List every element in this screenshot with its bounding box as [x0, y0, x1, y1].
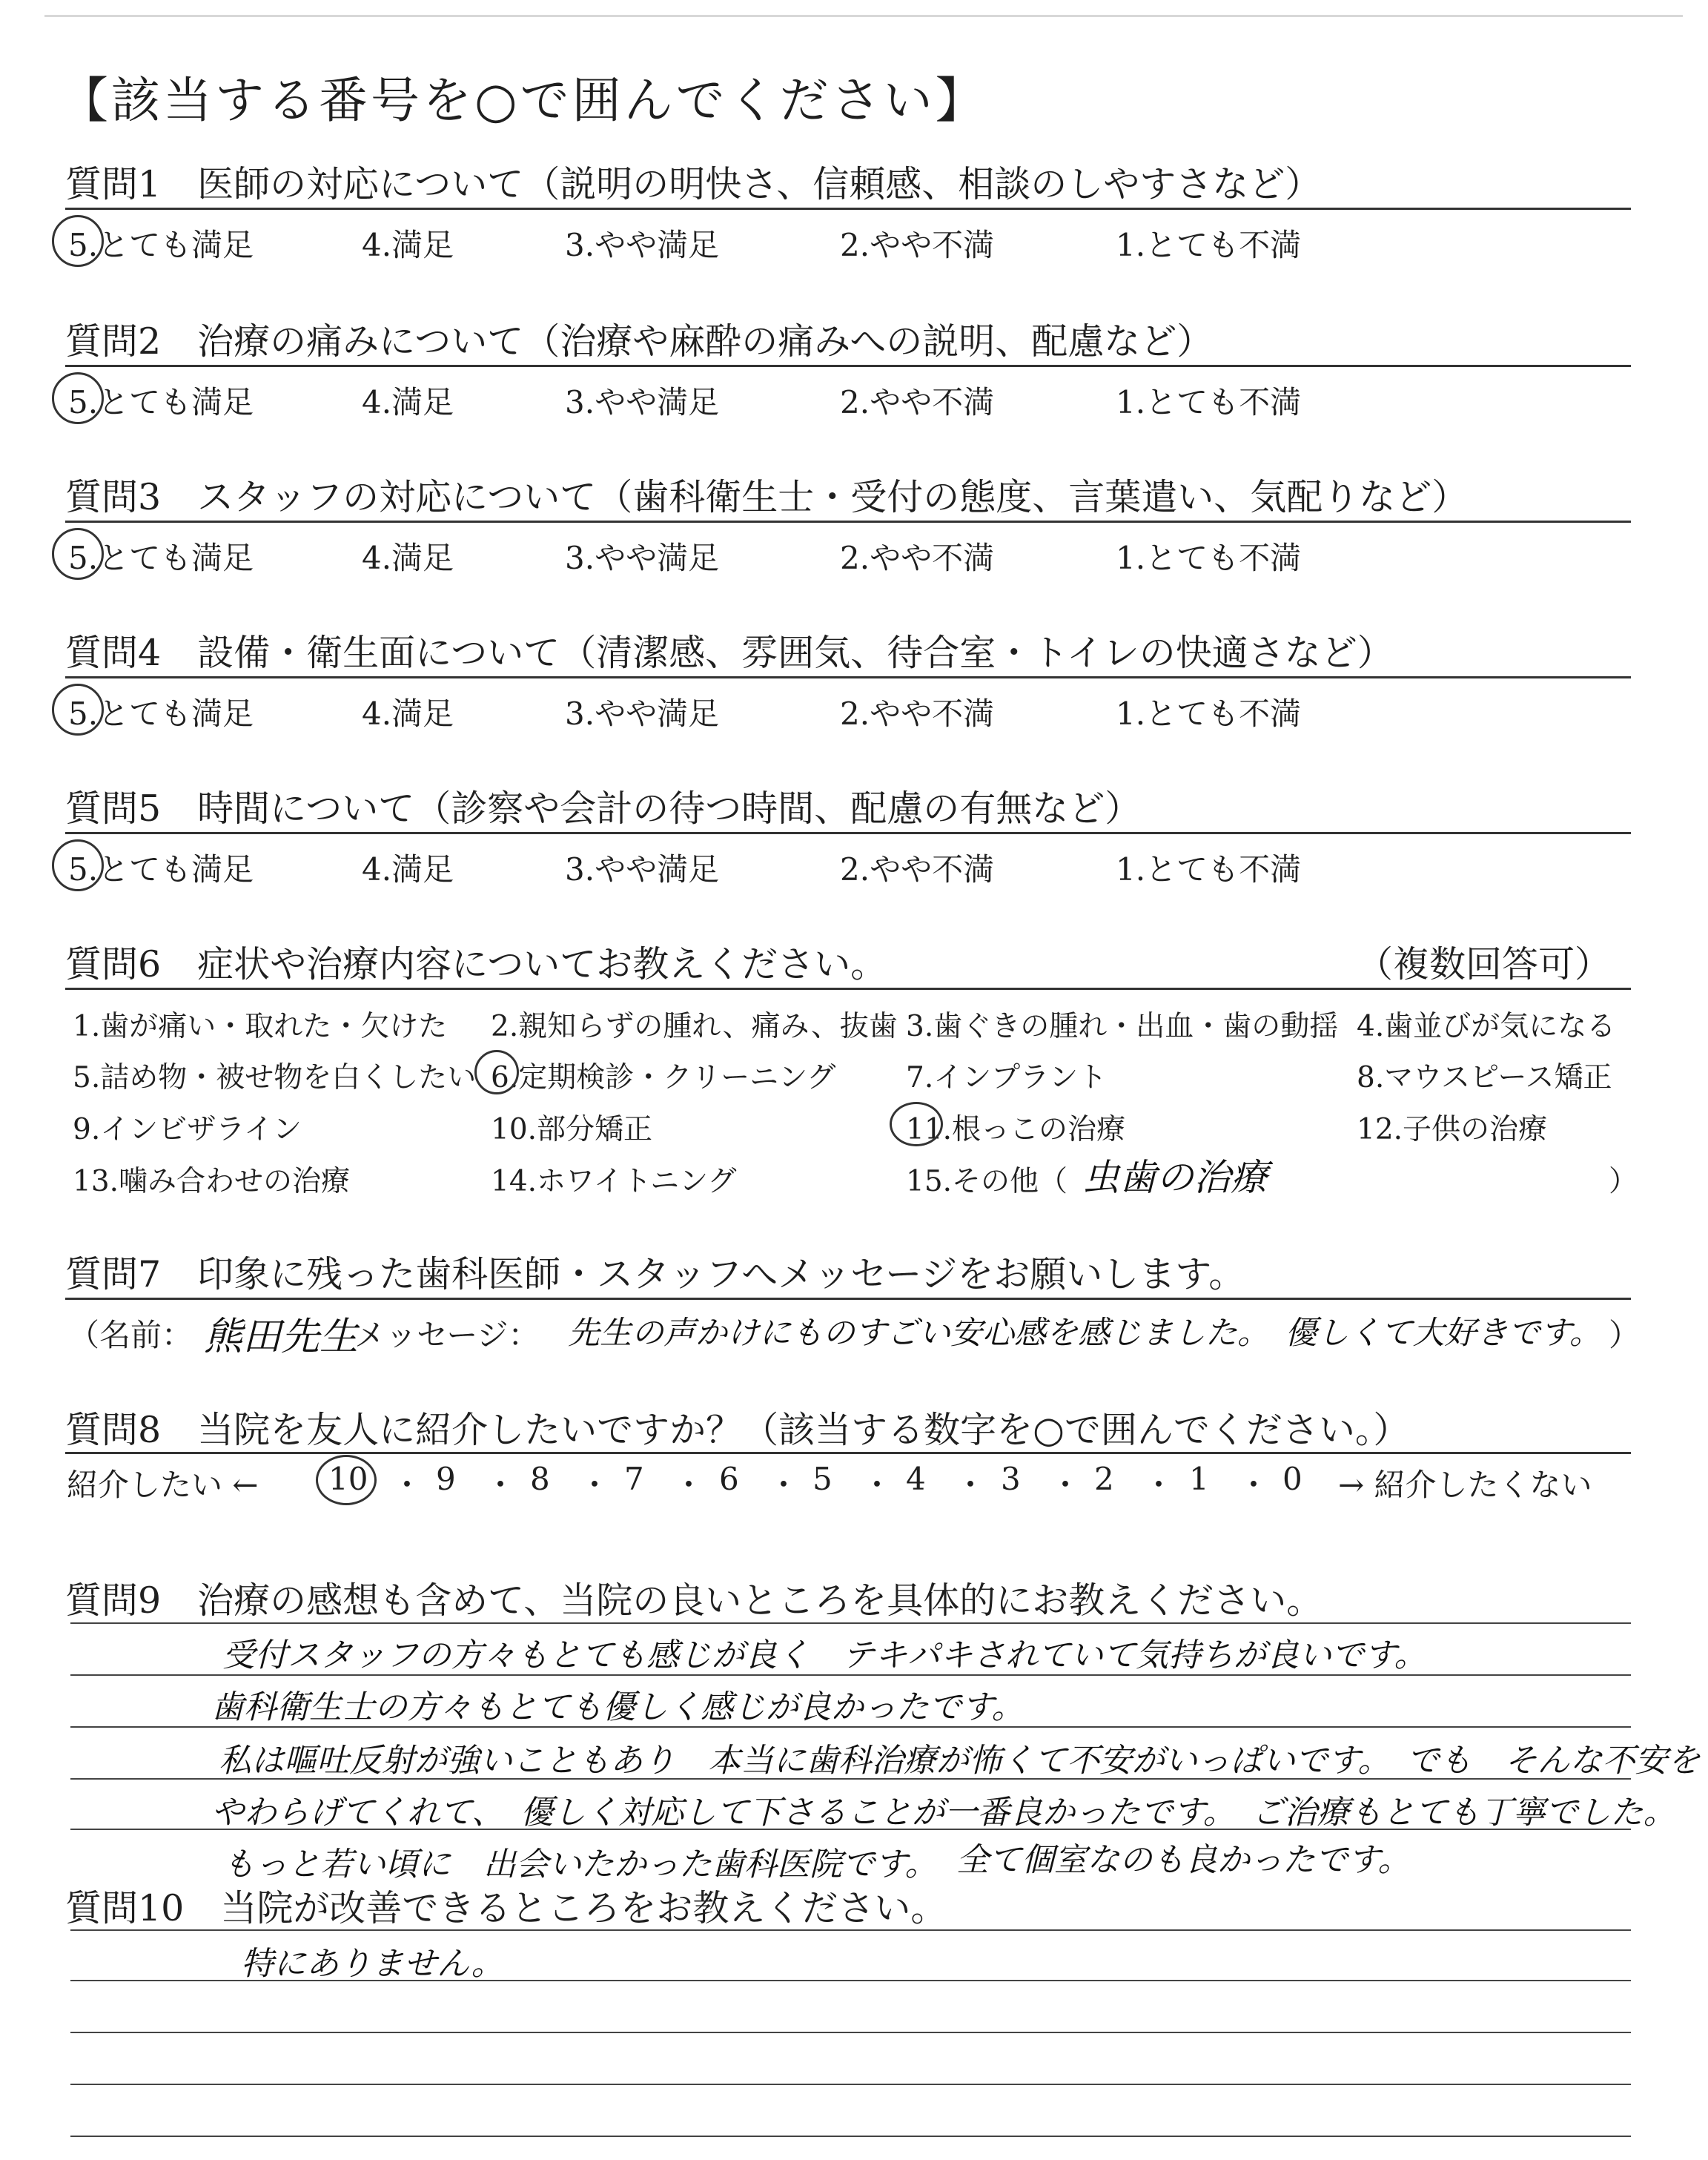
q5-option-1[interactable]: 1.とても不満 — [1116, 851, 1302, 888]
q6-option-10[interactable]: 10.部分矯正 — [491, 1113, 653, 1146]
q4-option-4[interactable]: 4.満足 — [362, 696, 454, 732]
question-9-title: 質問9 治療の感想も含めて、当院の良いところを具体的にお教えください。 — [65, 1579, 1323, 1622]
q8-scale-7[interactable]: 7 — [624, 1461, 644, 1497]
q8-sep: ・ — [1050, 1467, 1082, 1503]
q8-scale-0[interactable]: 0 — [1282, 1461, 1302, 1497]
q10-writing-line — [70, 2032, 1631, 2033]
q4-option-3[interactable]: 3.やや満足 — [565, 696, 720, 732]
q2-option-5[interactable]: 5.とても満足 — [68, 384, 254, 420]
question-2-title: 質問2 治療の痛みについて（治療や麻酔の痛みへの説明、配慮など） — [65, 320, 1214, 363]
question-10-title: 質問10 当院が改善できるところをお教えください。 — [65, 1887, 947, 1929]
q7-name-value[interactable]: 熊田先生 — [204, 1315, 359, 1359]
q8-right-label: → 紹介したくない — [1338, 1467, 1592, 1503]
q8-sep: ・ — [768, 1467, 800, 1503]
question-8-title: 質問8 当院を友人に紹介したいですか？（該当する数字を○で囲んでください。） — [65, 1409, 1410, 1451]
q9-answer-line-2[interactable]: 歯科衛生士の方々もとても優しく感じが良かったです。 — [211, 1688, 1025, 1726]
q9-answer-line-6[interactable]: 全て個室なのも良かったです。 — [956, 1841, 1411, 1879]
q6-selection-circle-11 — [890, 1102, 943, 1146]
q9-answer-line-4[interactable]: やわらげてくれて、 優しく対応して下さることが一番良かったです。 ご治療もとても丁寧でした。 — [211, 1794, 1676, 1832]
question-7-title: 質問7 印象に残った歯科医師・スタッフへメッセージをお願いします。 — [65, 1253, 1245, 1295]
q5-option-3[interactable]: 3.やや満足 — [565, 851, 720, 888]
q2-selection-circle — [52, 372, 104, 424]
question-6-title: 質問6 症状や治療内容についてお教えください。 — [65, 943, 887, 985]
q6-option-7[interactable]: 7.インプラント — [906, 1061, 1108, 1094]
q8-sep: ・ — [391, 1467, 423, 1503]
q5-option-2[interactable]: 2.やや不満 — [840, 851, 995, 888]
q6-selection-circle-6 — [474, 1050, 519, 1094]
q1-option-4[interactable]: 4.満足 — [362, 227, 454, 263]
q8-sep: ・ — [579, 1467, 611, 1503]
q6-option-15[interactable]: 15.その他（ — [906, 1165, 1068, 1198]
question-2-rule — [65, 365, 1631, 367]
q8-sep: ・ — [1238, 1467, 1270, 1503]
q6-option-4[interactable]: 4.歯並びが気になる — [1357, 1010, 1616, 1043]
q8-sep: ・ — [673, 1467, 705, 1503]
q2-option-4[interactable]: 4.満足 — [362, 384, 454, 420]
q8-sep: ・ — [955, 1467, 987, 1503]
q6-option-2[interactable]: 2.親知らずの腫れ、痛み、抜歯 — [491, 1010, 898, 1043]
q8-scale-2[interactable]: 2 — [1094, 1461, 1114, 1497]
q10-answer[interactable]: 特にありません。 — [241, 1945, 504, 1983]
q8-left-label: 紹介したい ← — [67, 1467, 259, 1503]
question-3-title: 質問3 スタッフの対応について（歯科衛生士・受付の態度、言葉遣い、気配りなど） — [65, 476, 1469, 518]
q8-sep: ・ — [1143, 1467, 1175, 1503]
q4-option-1[interactable]: 1.とても不満 — [1116, 696, 1302, 732]
q8-scale-8[interactable]: 8 — [530, 1461, 550, 1497]
q1-selection-circle — [52, 215, 104, 267]
q5-option-5[interactable]: 5.とても満足 — [68, 851, 254, 888]
q8-sep: ・ — [861, 1467, 893, 1503]
top-border — [44, 15, 1683, 17]
question-1-title: 質問1 医師の対応について（説明の明快さ、信頼感、相談のしやすさなど） — [65, 163, 1322, 205]
q1-option-5[interactable]: 5.とても満足 — [68, 227, 254, 263]
question-6-note: （複数回答可） — [1357, 943, 1612, 985]
q6-option-14[interactable]: 14.ホワイトニング — [491, 1165, 737, 1198]
q3-option-1[interactable]: 1.とても不満 — [1116, 540, 1302, 576]
q9-answer-line-3[interactable]: 私は嘔吐反射が強いこともあり 本当に歯科治療が怖くて不安がいっぱいです。 でも そんな不安を — [219, 1742, 1701, 1780]
q6-option-13[interactable]: 13.噛み合わせの治療 — [73, 1165, 351, 1198]
q2-option-3[interactable]: 3.やや満足 — [565, 384, 720, 420]
q10-writing-line — [70, 2136, 1631, 2137]
question-5-rule — [65, 832, 1631, 834]
q5-selection-circle — [52, 839, 104, 891]
q3-option-2[interactable]: 2.やや不満 — [840, 540, 995, 576]
question-4-title: 質問4 設備・衛生面について（清潔感、雰囲気、待合室・トイレの快適さなど） — [65, 632, 1394, 674]
q9-answer-line-1[interactable]: 受付スタッフの方々もとても感じが良く テキパキされていて気持ちが良いです。 — [222, 1636, 1427, 1674]
q6-option-5[interactable]: 5.詰め物・被せ物を白くしたい — [73, 1061, 477, 1094]
question-4-rule — [65, 676, 1631, 678]
q3-selection-circle — [52, 528, 104, 580]
question-8-rule — [65, 1452, 1631, 1454]
question-3-rule — [65, 521, 1631, 523]
q8-sep: ・ — [485, 1467, 517, 1503]
q6-other-text[interactable]: 虫歯の治療 — [1082, 1156, 1268, 1199]
q10-writing-line — [70, 1929, 1631, 1931]
q4-option-5[interactable]: 5.とても満足 — [68, 696, 254, 732]
q7-close: ） — [1609, 1317, 1641, 1353]
q8-scale-9[interactable]: 9 — [436, 1461, 456, 1497]
q1-option-1[interactable]: 1.とても不満 — [1116, 227, 1302, 263]
q7-name-label: （名前： — [68, 1317, 193, 1353]
page-heading: 【該当する番号を○で囲んでください】 — [59, 72, 987, 129]
question-7-rule — [65, 1298, 1631, 1300]
question-1-rule — [65, 208, 1631, 210]
q6-option-6[interactable]: 6.定期検診・クリーニング — [491, 1061, 836, 1094]
q8-scale-6[interactable]: 6 — [719, 1461, 739, 1497]
q6-option-12[interactable]: 12.子供の治療 — [1357, 1113, 1548, 1146]
q8-scale-3[interactable]: 3 — [1001, 1461, 1021, 1497]
q6-other-close: ） — [1609, 1165, 1638, 1198]
question-6-rule — [65, 988, 1631, 990]
q1-option-2[interactable]: 2.やや不満 — [840, 227, 995, 263]
q1-option-3[interactable]: 3.やや満足 — [565, 227, 720, 263]
q6-option-11[interactable]: 11.根っこの治療 — [906, 1113, 1126, 1146]
q10-writing-line — [70, 2084, 1631, 2085]
q3-option-4[interactable]: 4.満足 — [362, 540, 454, 576]
q6-option-3[interactable]: 3.歯ぐきの腫れ・出血・歯の動揺 — [906, 1010, 1339, 1043]
q8-scale-10[interactable]: 10 — [328, 1461, 368, 1497]
q6-option-8[interactable]: 8.マウスピース矯正 — [1357, 1061, 1612, 1094]
q3-option-3[interactable]: 3.やや満足 — [565, 540, 720, 576]
q2-option-1[interactable]: 1.とても不満 — [1116, 384, 1302, 420]
q5-option-4[interactable]: 4.満足 — [362, 851, 454, 888]
question-5-title: 質問5 時間について（診察や会計の待つ時間、配慮の有無など） — [65, 787, 1142, 830]
q7-message-value[interactable]: 先生の声かけにものすごい安心感を感じました。 優しくて大好きです。 — [568, 1315, 1602, 1352]
q8-scale-5[interactable]: 5 — [812, 1461, 833, 1497]
q2-option-2[interactable]: 2.やや不満 — [840, 384, 995, 420]
q3-option-5[interactable]: 5.とても満足 — [68, 540, 254, 576]
q8-scale-4[interactable]: 4 — [906, 1461, 926, 1497]
q8-selection-circle — [316, 1455, 377, 1505]
q9-answer-line-5[interactable]: もっと若い頃に 出会いたかった歯科医院です。 — [222, 1846, 938, 1883]
q4-option-2[interactable]: 2.やや不満 — [840, 696, 995, 732]
q8-scale-1[interactable]: 1 — [1189, 1461, 1209, 1497]
q9-writing-line — [70, 1622, 1631, 1624]
q7-message-label: メッセージ： — [354, 1317, 540, 1353]
q6-option-1[interactable]: 1.歯が痛い・取れた・欠けた — [73, 1010, 448, 1043]
q4-selection-circle — [52, 684, 104, 736]
q6-option-9[interactable]: 9.インビザライン — [73, 1113, 302, 1146]
